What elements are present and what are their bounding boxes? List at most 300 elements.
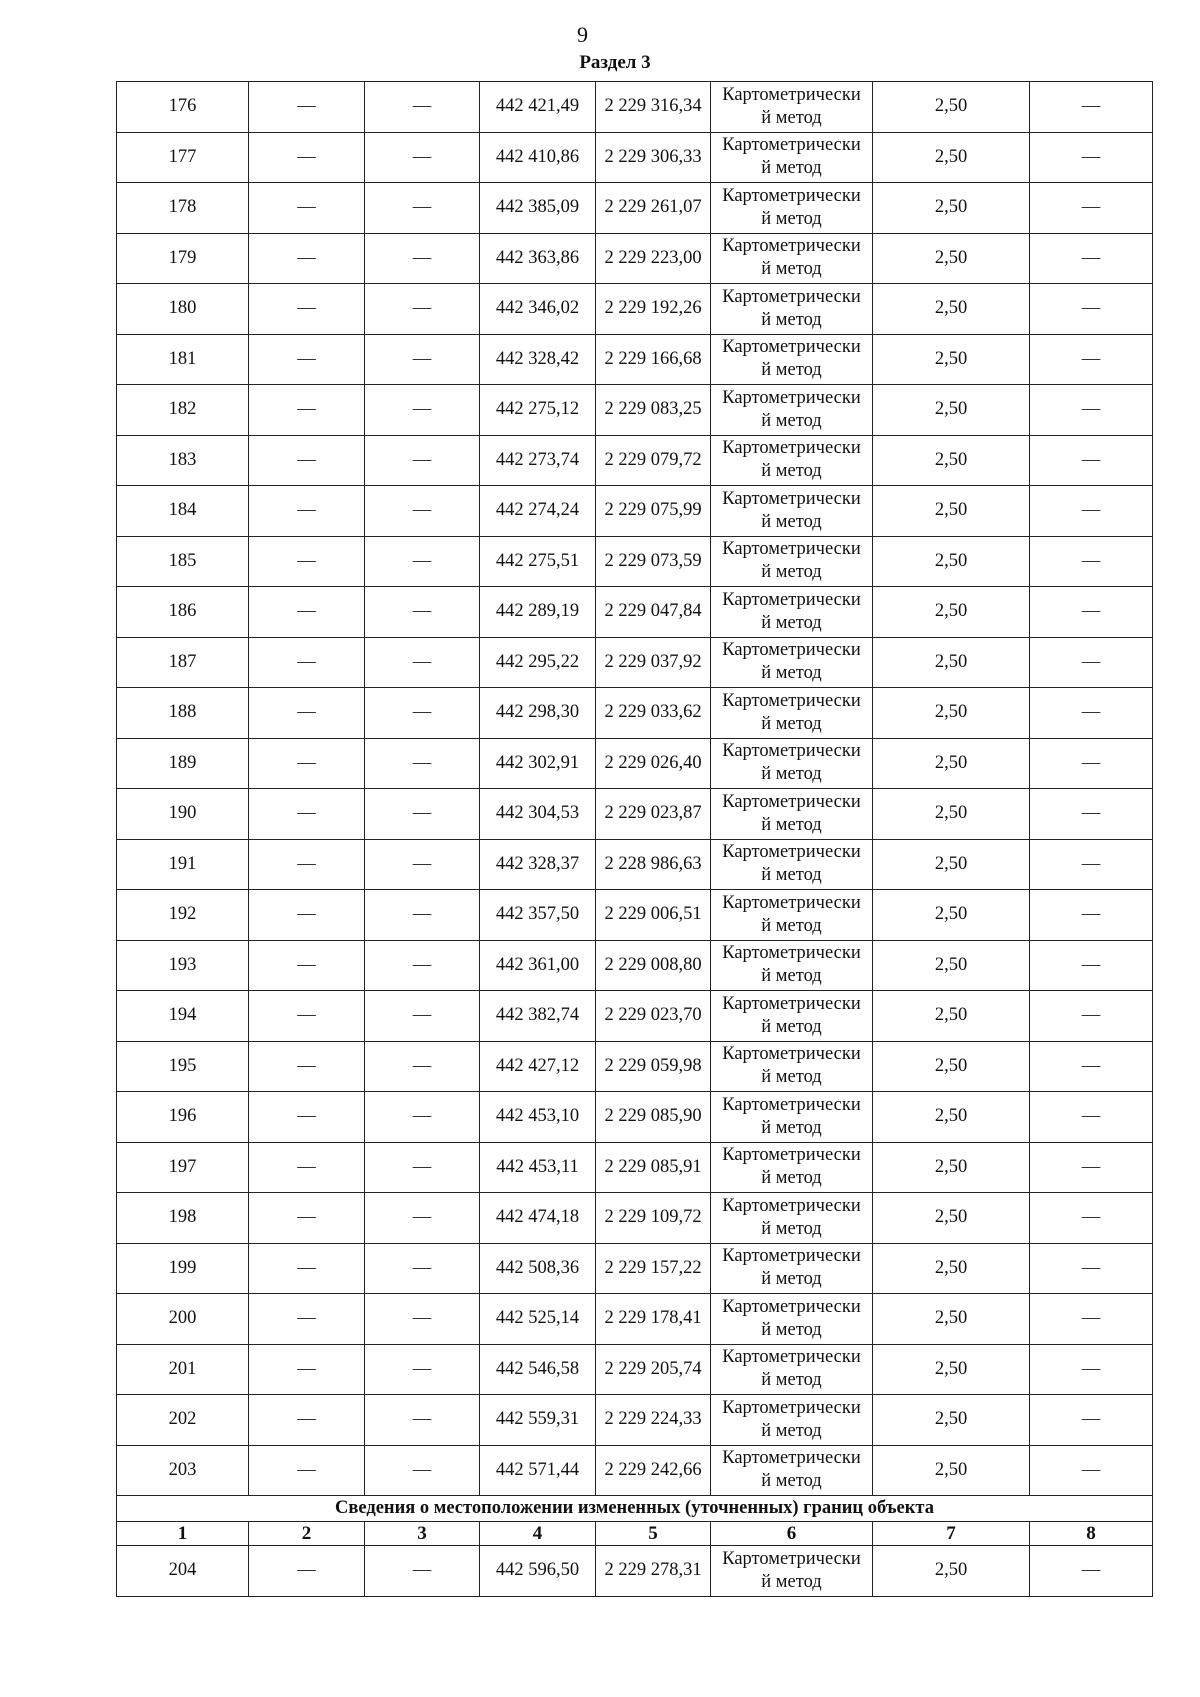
x-coordinate-cell: 442 508,36	[480, 1243, 596, 1294]
col3-cell: —	[365, 1092, 480, 1143]
y-coordinate-cell: 2 229 109,72	[596, 1193, 711, 1244]
col2-cell: —	[249, 536, 365, 587]
x-coordinate-cell: 442 474,18	[480, 1193, 596, 1244]
x-coordinate-cell: 442 275,51	[480, 536, 596, 587]
table-row	[117, 435, 1153, 486]
col8-cell: —	[1030, 1395, 1153, 1446]
point-number-cell: 204	[117, 1546, 249, 1597]
col2-cell: —	[249, 1445, 365, 1496]
col2-cell: —	[249, 940, 365, 991]
method-cell	[711, 890, 873, 941]
col8-cell: —	[1030, 1294, 1153, 1345]
point-number-cell: 202	[117, 1395, 249, 1446]
col3-cell: —	[365, 385, 480, 436]
point-number-cell: 184	[117, 486, 249, 537]
col3-cell: —	[365, 284, 480, 335]
point-number-cell: 179	[117, 233, 249, 284]
method-line-1: Картометрически	[722, 1246, 861, 1267]
x-coordinate-cell: 442 559,31	[480, 1395, 596, 1446]
col8-cell: —	[1030, 183, 1153, 234]
col8-cell: —	[1030, 385, 1153, 436]
accuracy-cell: 2,50	[873, 284, 1030, 335]
col3-cell: —	[365, 587, 480, 638]
accuracy-cell: 2,50	[873, 1142, 1030, 1193]
accuracy-cell: 2,50	[873, 183, 1030, 234]
method-line-1: Картометрически	[722, 387, 861, 408]
x-coordinate-cell: 442 453,11	[480, 1142, 596, 1193]
point-number-cell: 193	[117, 940, 249, 991]
table-row	[117, 233, 1153, 284]
x-coordinate-cell: 442 363,86	[480, 233, 596, 284]
accuracy-cell: 2,50	[873, 132, 1030, 183]
y-coordinate-cell: 2 229 224,33	[596, 1395, 711, 1446]
y-coordinate-cell: 2 229 073,59	[596, 536, 711, 587]
col3-cell: —	[365, 536, 480, 587]
accuracy-cell: 2,50	[873, 1344, 1030, 1395]
col8-cell: —	[1030, 738, 1153, 789]
method-line-1: Картометрически	[722, 1094, 861, 1115]
method-cell	[711, 1344, 873, 1395]
y-coordinate-cell: 2 229 178,41	[596, 1294, 711, 1345]
method-line-1: Картометрически	[722, 690, 861, 711]
col8-cell: —	[1030, 637, 1153, 688]
method-cell	[711, 334, 873, 385]
y-coordinate-cell: 2 229 023,70	[596, 991, 711, 1042]
method-line-2: й метод	[761, 410, 822, 431]
method-cell	[711, 1395, 873, 1446]
method-line-1: Картометрически	[722, 1347, 861, 1368]
table-row	[117, 1395, 1153, 1446]
method-line-1: Картометрически	[722, 1044, 861, 1065]
y-coordinate-cell: 2 229 079,72	[596, 435, 711, 486]
table-row	[117, 334, 1153, 385]
table-row	[117, 1142, 1153, 1193]
method-cell	[711, 1445, 873, 1496]
x-coordinate-cell: 442 298,30	[480, 688, 596, 739]
method-cell	[711, 940, 873, 991]
col3-cell: —	[365, 637, 480, 688]
method-line-1: Картометрически	[722, 640, 861, 661]
col2-cell: —	[249, 1142, 365, 1193]
method-line-2: й метод	[761, 208, 822, 229]
method-line-1: Картометрически	[722, 185, 861, 206]
y-coordinate-cell: 2 229 316,34	[596, 82, 711, 133]
point-number-cell: 178	[117, 183, 249, 234]
method-line-2: й метод	[761, 663, 822, 684]
method-line-2: й метод	[761, 713, 822, 734]
table-row	[117, 132, 1153, 183]
point-number-cell: 188	[117, 688, 249, 739]
x-coordinate-cell: 442 304,53	[480, 789, 596, 840]
col3-cell: —	[365, 1193, 480, 1244]
x-coordinate-cell: 442 361,00	[480, 940, 596, 991]
accuracy-cell: 2,50	[873, 1546, 1030, 1597]
method-line-1: Картометрически	[722, 539, 861, 560]
accuracy-cell: 2,50	[873, 587, 1030, 638]
method-line-1: Картометрически	[722, 438, 861, 459]
column-number: 8	[1030, 1522, 1153, 1546]
col8-cell: —	[1030, 82, 1153, 133]
col2-cell: —	[249, 637, 365, 688]
method-line-1: Картометрически	[722, 1145, 861, 1166]
method-line-1: Картометрически	[722, 1397, 861, 1418]
y-coordinate-cell: 2 229 223,00	[596, 233, 711, 284]
point-number-cell: 194	[117, 991, 249, 1042]
point-number-cell: 200	[117, 1294, 249, 1345]
table-row	[117, 1344, 1153, 1395]
y-coordinate-cell: 2 229 026,40	[596, 738, 711, 789]
accuracy-cell: 2,50	[873, 1243, 1030, 1294]
col3-cell: —	[365, 1344, 480, 1395]
col2-cell: —	[249, 132, 365, 183]
accuracy-cell: 2,50	[873, 1041, 1030, 1092]
section-title: Раздел 3	[579, 52, 651, 73]
point-number-cell: 182	[117, 385, 249, 436]
accuracy-cell: 2,50	[873, 789, 1030, 840]
method-line-2: й метод	[761, 1117, 822, 1138]
method-line-2: й метод	[761, 1571, 822, 1592]
col2-cell: —	[249, 1546, 365, 1597]
column-number: 7	[873, 1522, 1030, 1546]
point-number-cell: 192	[117, 890, 249, 941]
method-line-2: й метод	[761, 461, 822, 482]
y-coordinate-cell: 2 229 261,07	[596, 183, 711, 234]
col2-cell: —	[249, 839, 365, 890]
col8-cell: —	[1030, 1041, 1153, 1092]
point-number-cell: 185	[117, 536, 249, 587]
method-cell	[711, 536, 873, 587]
x-coordinate-cell: 442 273,74	[480, 435, 596, 486]
table-row	[117, 1294, 1153, 1345]
accuracy-cell: 2,50	[873, 991, 1030, 1042]
accuracy-cell: 2,50	[873, 1445, 1030, 1496]
col2-cell: —	[249, 1193, 365, 1244]
col8-cell: —	[1030, 536, 1153, 587]
table-row	[117, 486, 1153, 537]
method-cell	[711, 1041, 873, 1092]
accuracy-cell: 2,50	[873, 334, 1030, 385]
column-number: 1	[117, 1522, 249, 1546]
col3-cell: —	[365, 1445, 480, 1496]
point-number-cell: 203	[117, 1445, 249, 1496]
col8-cell: —	[1030, 486, 1153, 537]
y-coordinate-cell: 2 229 008,80	[596, 940, 711, 991]
table-row	[117, 890, 1153, 941]
y-coordinate-cell: 2 229 059,98	[596, 1041, 711, 1092]
table-row	[117, 789, 1153, 840]
method-cell	[711, 688, 873, 739]
x-coordinate-cell: 442 302,91	[480, 738, 596, 789]
col3-cell: —	[365, 688, 480, 739]
x-coordinate-cell: 442 275,12	[480, 385, 596, 436]
y-coordinate-cell: 2 228 986,63	[596, 839, 711, 890]
col3-cell: —	[365, 940, 480, 991]
table-row	[117, 183, 1153, 234]
method-cell	[711, 132, 873, 183]
y-coordinate-cell: 2 229 205,74	[596, 1344, 711, 1395]
accuracy-cell: 2,50	[873, 688, 1030, 739]
col3-cell: —	[365, 435, 480, 486]
col2-cell: —	[249, 82, 365, 133]
col2-cell: —	[249, 1395, 365, 1446]
x-coordinate-cell: 442 382,74	[480, 991, 596, 1042]
point-number-cell: 187	[117, 637, 249, 688]
accuracy-cell: 2,50	[873, 839, 1030, 890]
point-number-cell: 189	[117, 738, 249, 789]
col8-cell: —	[1030, 940, 1153, 991]
col2-cell: —	[249, 1041, 365, 1092]
table-row	[117, 1243, 1153, 1294]
table-row	[117, 385, 1153, 436]
method-cell	[711, 1193, 873, 1244]
method-line-1: Картометрически	[722, 842, 861, 863]
y-coordinate-cell: 2 229 037,92	[596, 637, 711, 688]
method-line-2: й метод	[761, 966, 822, 987]
col2-cell: —	[249, 890, 365, 941]
col3-cell: —	[365, 486, 480, 537]
accuracy-cell: 2,50	[873, 890, 1030, 941]
col2-cell: —	[249, 1294, 365, 1345]
method-line-2: й метод	[761, 259, 822, 280]
col2-cell: —	[249, 738, 365, 789]
x-coordinate-cell: 442 295,22	[480, 637, 596, 688]
col8-cell: —	[1030, 890, 1153, 941]
accuracy-cell: 2,50	[873, 1395, 1030, 1446]
col2-cell: —	[249, 688, 365, 739]
col8-cell: —	[1030, 132, 1153, 183]
y-coordinate-cell: 2 229 278,31	[596, 1546, 711, 1597]
accuracy-cell: 2,50	[873, 1092, 1030, 1143]
col2-cell: —	[249, 1092, 365, 1143]
y-coordinate-cell: 2 229 023,87	[596, 789, 711, 840]
table-row	[117, 1041, 1153, 1092]
col8-cell: —	[1030, 1092, 1153, 1143]
y-coordinate-cell: 2 229 157,22	[596, 1243, 711, 1294]
col3-cell: —	[365, 789, 480, 840]
point-number-cell: 177	[117, 132, 249, 183]
table-row	[117, 284, 1153, 335]
col3-cell: —	[365, 82, 480, 133]
method-line-1: Картометрически	[722, 791, 861, 812]
col2-cell: —	[249, 233, 365, 284]
method-line-2: й метод	[761, 309, 822, 330]
col3-cell: —	[365, 233, 480, 284]
x-coordinate-cell: 442 328,42	[480, 334, 596, 385]
x-coordinate-cell: 442 346,02	[480, 284, 596, 335]
method-line-2: й метод	[761, 158, 822, 179]
col2-cell: —	[249, 1344, 365, 1395]
method-cell	[711, 82, 873, 133]
method-line-1: Картометрически	[722, 84, 861, 105]
column-number-row	[117, 1522, 1153, 1546]
table-row	[117, 688, 1153, 739]
method-cell	[711, 1546, 873, 1597]
col8-cell: —	[1030, 1344, 1153, 1395]
method-line-2: й метод	[761, 764, 822, 785]
method-line-1: Картометрически	[722, 236, 861, 257]
method-cell	[711, 839, 873, 890]
col3-cell: —	[365, 1142, 480, 1193]
y-coordinate-cell: 2 229 075,99	[596, 486, 711, 537]
x-coordinate-cell: 442 571,44	[480, 1445, 596, 1496]
y-coordinate-cell: 2 229 085,90	[596, 1092, 711, 1143]
table-row	[117, 1445, 1153, 1496]
method-line-1: Картометрически	[722, 1296, 861, 1317]
method-line-2: й метод	[761, 1471, 822, 1492]
point-number-cell: 176	[117, 82, 249, 133]
method-line-1: Картометрически	[722, 589, 861, 610]
col2-cell: —	[249, 587, 365, 638]
accuracy-cell: 2,50	[873, 738, 1030, 789]
col3-cell: —	[365, 738, 480, 789]
method-line-1: Картометрически	[722, 1195, 861, 1216]
accuracy-cell: 2,50	[873, 233, 1030, 284]
accuracy-cell: 2,50	[873, 637, 1030, 688]
table-row	[117, 1193, 1153, 1244]
method-cell	[711, 738, 873, 789]
method-line-2: й метод	[761, 1370, 822, 1391]
col8-cell: —	[1030, 1193, 1153, 1244]
method-line-1: Картометрически	[722, 337, 861, 358]
x-coordinate-cell: 442 289,19	[480, 587, 596, 638]
col8-cell: —	[1030, 1445, 1153, 1496]
y-coordinate-cell: 2 229 085,91	[596, 1142, 711, 1193]
column-number: 2	[249, 1522, 365, 1546]
column-number: 6	[711, 1522, 873, 1546]
method-line-2: й метод	[761, 915, 822, 936]
point-number-cell: 190	[117, 789, 249, 840]
method-line-1: Картометрически	[722, 741, 861, 762]
x-coordinate-cell: 442 596,50	[480, 1546, 596, 1597]
method-line-2: й метод	[761, 814, 822, 835]
method-cell	[711, 1294, 873, 1345]
col2-cell: —	[249, 1243, 365, 1294]
accuracy-cell: 2,50	[873, 82, 1030, 133]
method-cell	[711, 1142, 873, 1193]
y-coordinate-cell: 2 229 306,33	[596, 132, 711, 183]
method-line-2: й метод	[761, 511, 822, 532]
accuracy-cell: 2,50	[873, 940, 1030, 991]
y-coordinate-cell: 2 229 006,51	[596, 890, 711, 941]
x-coordinate-cell: 442 546,58	[480, 1344, 596, 1395]
point-number-cell: 199	[117, 1243, 249, 1294]
method-line-2: й метод	[761, 360, 822, 381]
method-line-2: й метод	[761, 865, 822, 886]
table-row	[117, 991, 1153, 1042]
accuracy-cell: 2,50	[873, 1294, 1030, 1345]
col3-cell: —	[365, 839, 480, 890]
method-cell	[711, 789, 873, 840]
point-number-cell: 186	[117, 587, 249, 638]
method-cell	[711, 1092, 873, 1143]
col3-cell: —	[365, 1395, 480, 1446]
col3-cell: —	[365, 334, 480, 385]
method-cell	[711, 637, 873, 688]
y-coordinate-cell: 2 229 083,25	[596, 385, 711, 436]
method-line-2: й метод	[761, 1269, 822, 1290]
col3-cell: —	[365, 1294, 480, 1345]
method-line-2: й метод	[761, 562, 822, 583]
col3-cell: —	[365, 132, 480, 183]
method-cell	[711, 1243, 873, 1294]
col8-cell: —	[1030, 284, 1153, 335]
column-number: 3	[365, 1522, 480, 1546]
col8-cell: —	[1030, 1546, 1153, 1597]
method-line-1: Картометрически	[722, 993, 861, 1014]
point-number-cell: 180	[117, 284, 249, 335]
accuracy-cell: 2,50	[873, 1193, 1030, 1244]
col2-cell: —	[249, 334, 365, 385]
method-line-2: й метод	[761, 1218, 822, 1239]
accuracy-cell: 2,50	[873, 385, 1030, 436]
accuracy-cell: 2,50	[873, 536, 1030, 587]
col3-cell: —	[365, 1243, 480, 1294]
method-cell	[711, 183, 873, 234]
col2-cell: —	[249, 183, 365, 234]
col3-cell: —	[365, 890, 480, 941]
separator-heading: Сведения о местоположении измененных (уточненных) границ объекта	[117, 1496, 1153, 1522]
col2-cell: —	[249, 435, 365, 486]
x-coordinate-cell: 442 385,09	[480, 183, 596, 234]
point-number-cell: 201	[117, 1344, 249, 1395]
col8-cell: —	[1030, 991, 1153, 1042]
method-line-1: Картометрически	[722, 488, 861, 509]
method-line-2: й метод	[761, 1067, 822, 1088]
separator-section	[117, 1496, 1153, 1546]
table-body-main	[117, 82, 1153, 1496]
point-number-cell: 191	[117, 839, 249, 890]
x-coordinate-cell: 442 453,10	[480, 1092, 596, 1143]
col2-cell: —	[249, 991, 365, 1042]
accuracy-cell: 2,50	[873, 435, 1030, 486]
y-coordinate-cell: 2 229 166,68	[596, 334, 711, 385]
method-line-2: й метод	[761, 1168, 822, 1189]
col3-cell: —	[365, 1546, 480, 1597]
page-number: 9	[577, 22, 588, 47]
col8-cell: —	[1030, 1243, 1153, 1294]
y-coordinate-cell: 2 229 192,26	[596, 284, 711, 335]
point-number-cell: 181	[117, 334, 249, 385]
table-row	[117, 536, 1153, 587]
table-row	[117, 738, 1153, 789]
method-cell	[711, 233, 873, 284]
table-row	[117, 1092, 1153, 1143]
x-coordinate-cell: 442 421,49	[480, 82, 596, 133]
method-line-2: й метод	[761, 612, 822, 633]
method-line-1: Картометрически	[722, 286, 861, 307]
x-coordinate-cell: 442 357,50	[480, 890, 596, 941]
point-number-cell: 183	[117, 435, 249, 486]
col8-cell: —	[1030, 587, 1153, 638]
method-line-2: й метод	[761, 1420, 822, 1441]
table-row	[117, 587, 1153, 638]
col3-cell: —	[365, 991, 480, 1042]
x-coordinate-cell: 442 274,24	[480, 486, 596, 537]
method-cell	[711, 486, 873, 537]
point-number-cell: 196	[117, 1092, 249, 1143]
col8-cell: —	[1030, 233, 1153, 284]
method-cell	[711, 587, 873, 638]
column-number: 5	[596, 1522, 711, 1546]
table-row	[117, 1546, 1153, 1597]
table-row	[117, 637, 1153, 688]
method-cell	[711, 284, 873, 335]
column-number: 4	[480, 1522, 596, 1546]
method-line-1: Картометрически	[722, 943, 861, 964]
col8-cell: —	[1030, 789, 1153, 840]
table-row	[117, 839, 1153, 890]
coordinates-table	[116, 81, 1153, 1597]
